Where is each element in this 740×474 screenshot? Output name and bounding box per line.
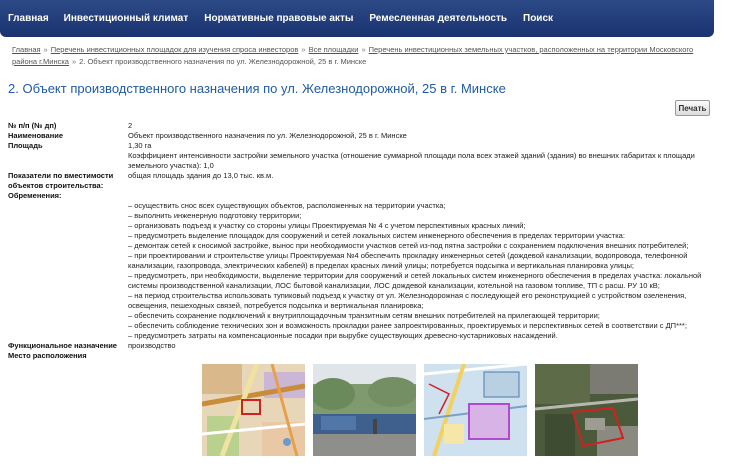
site-photo-image[interactable] <box>313 364 416 456</box>
nav-search[interactable]: Поиск <box>523 13 554 24</box>
breadcrumb-separator: » <box>361 45 366 54</box>
encumbrance-item: – обеспечить сохранение подключений к внутриплощадочным транзитным сетям внешних потребителей на прилегающей территории; <box>128 311 600 320</box>
function-value: производство <box>128 341 176 350</box>
encumbrance-list <box>128 191 708 341</box>
page-title: 2. Объект производственного назначения по ул. Железнодорожной, 25 в г. Минске <box>8 81 506 96</box>
encumbrance-item: – предусмотреть выделение площадок для сооружений и сетей локальных систем инженерного обеспечения в пределах территории участка: <box>128 231 625 240</box>
property-row-function <box>8 341 708 351</box>
encumbrance-item: – предусмотреть затраты на компенсационные посадки при вырубке существующих древесно-кустарниковых насаждений. <box>128 331 558 340</box>
encumbrance-item: – выполнить инженерную подготовку территории; <box>128 211 302 220</box>
breadcrumb-link-home[interactable]: Главная <box>12 45 41 54</box>
breadcrumb-link-investment-sites[interactable]: Перечень инвестиционных площадок для изучения спроса инвесторов <box>50 45 299 54</box>
location-map-image[interactable] <box>202 364 305 456</box>
property-row-name <box>8 131 708 141</box>
breadcrumb-link-all-sites[interactable]: Все площадки <box>308 45 359 54</box>
capacity-label: Показатели по вместимости объектов строительства: <box>8 171 114 190</box>
area-value-block <box>128 141 708 171</box>
breadcrumb-separator: » <box>301 45 306 54</box>
encumbrance-item: – демонтаж сетей к сносимой застройке, вынос при необходимости участков сетей из-под пятна застройки с сохранением подключения внешних потребителей; <box>128 241 689 250</box>
breadcrumb-link-moscow-district[interactable]: Перечень инвестиционных земельных участков, расположенных на территории Московского района г.Минска <box>12 45 694 66</box>
encumbrance-item: – на период строительства использовать тупиковый подъезд к участку от ул. Железнодорожная с последующей его реконструкцией с устройством озеленения, освещения, пешеходных связей, потребуется подсыпка и вертикальная планировка; <box>128 291 687 310</box>
number-value: 2 <box>128 121 133 130</box>
encumbrance-item: – обеспечить соблюдение технических зон и возможность прокладки ранее запроектированных, проектируемых и перспективных сетей в соответствии с ДП***; <box>128 321 687 330</box>
nav-home[interactable]: Главная <box>8 13 49 24</box>
number-label: № п/п (№ дп) <box>8 121 57 130</box>
encumbrance-item: – организовать подъезд к участку со стороны улицы Проектируемая № 4 с учетом перспективных красных линий; <box>128 221 526 230</box>
area-label: Площадь <box>8 141 43 150</box>
nav-crafts[interactable]: Ремесленная деятельность <box>369 13 507 24</box>
property-row-encumbrances <box>8 191 708 341</box>
function-label: Функциональное назначение <box>8 341 117 350</box>
nav-investment-climate[interactable]: Инвестиционный климат <box>63 13 189 24</box>
breadcrumb-separator: » <box>43 45 48 54</box>
name-value: Объект производственного назначения по ул. Железнодорожной, 25 в г. Минске <box>128 131 407 140</box>
breadcrumb-current: 2. Объект производственного назначения по ул. Железнодорожной, 25 в г. Минске <box>79 57 367 66</box>
main-navigation <box>0 0 714 37</box>
location-label: Место расположения <box>8 351 87 360</box>
property-row-capacity <box>8 171 708 191</box>
property-row-location <box>8 351 708 361</box>
location-gallery <box>202 364 642 456</box>
area-value: 1,30 га <box>128 141 152 150</box>
print-button[interactable]: Печать <box>675 100 710 116</box>
encumbrance-item: – осуществить снос всех существующих объектов, расположенных на территории участка; <box>128 201 446 210</box>
breadcrumb <box>12 44 712 68</box>
encumbrance-item: – предусмотреть, при необходимости, выделение территории для сооружений и сетей локальных систем инженерного обеспечения в пределах участка: локальной системы производственной канализации, ЛОС бытовой канализации, ЛОС дождевой канализации, котельной на газовом топливе, ТП с расш. РУ 10 кВ; <box>128 271 702 290</box>
property-row-area <box>8 141 708 171</box>
encumbrance-item: – при проектировании и строительстве улицы Проектируемая №4 обеспечить прокладку инженерных сетей (дождевой канализации, водопровода, телефонной канализации, газопровода, электрических кабелей) в пределах красных линий улицы; потребуется подсыпка и вертикальная планировка улицы; <box>128 251 688 270</box>
satellite-image[interactable] <box>535 364 638 456</box>
breadcrumb-separator: » <box>71 57 77 66</box>
encumbrance-label: Обременения: <box>8 191 62 200</box>
property-table <box>8 121 708 361</box>
nav-legal-acts[interactable]: Нормативные правовые акты <box>204 13 354 24</box>
area-coefficient: Коэффициент интенсивности застройки земельного участка (отношение суммарной площади пола всех этажей зданий (здания) во внешних габаритах к площади земельного участка): 1,0 <box>128 151 695 170</box>
name-label: Наименование <box>8 131 64 140</box>
capacity-value: общая площадь здания до 13,0 тыс. кв.м. <box>128 171 274 180</box>
cadastral-plan-image[interactable] <box>424 364 527 456</box>
property-row-number <box>8 121 708 131</box>
